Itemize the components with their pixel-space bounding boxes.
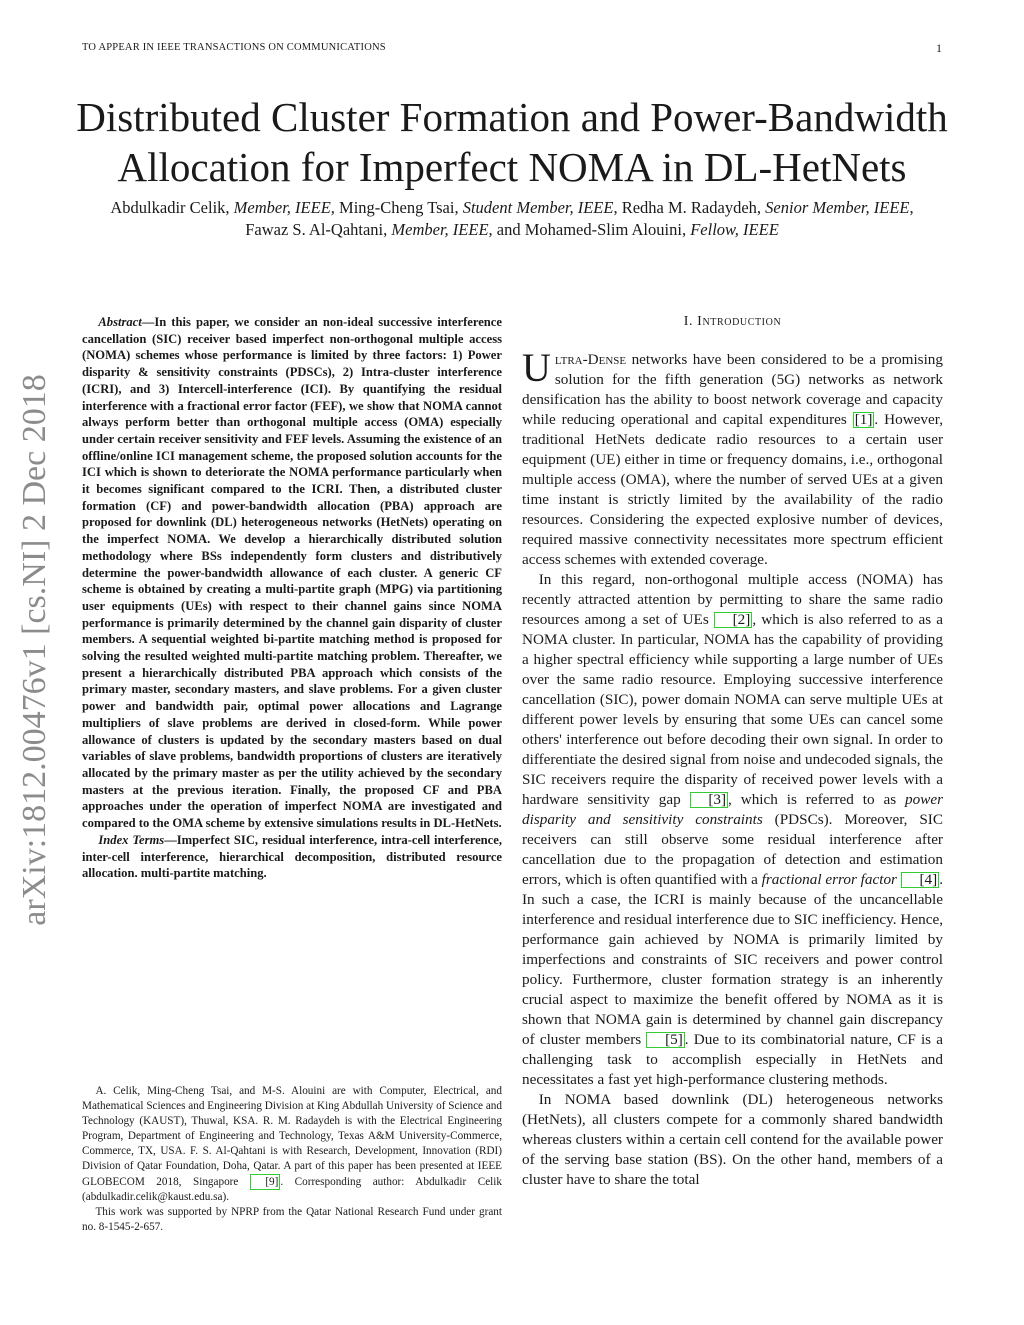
title-line-1: Distributed Cluster Formation and Power-Bandwidth xyxy=(76,94,948,140)
index-terms-text: —Imperfect SIC, residual interference, intra-cell interference, inter-cell interference, hierarchical decomposition, distributed resource allocation. multi-partite matching. xyxy=(82,832,503,881)
author-list xyxy=(100,197,924,241)
intro-paragraph-3: In NOMA based downlink (DL) heterogeneous networks (HetNets), all clusters compete for a commonly shared bandwidth whereas clusters within a certain cell contend for the available power of the serving base station (BS). On the other hand, members of a cluster have to share the total xyxy=(522,1091,943,1188)
footnote-text: A. Celik, Ming-Cheng Tsai, and M-S. Alouini are with Computer, Electrical, and Mathematical Sciences and Engineering Division at King Abdullah University of Science and Technology (KAUST), Thuwal, KSA. R. M. Radaydeh is with the Electrical Engineering Program, Department of Engineering and Technology, Texas A&M University-Commerce, Commerce, TX, USA. F. S. Al-Qahtani is with Research, Development, Innovation (RDI) Division of Qatar Foundation, Doha, Qatar. A part of this paper has been presented at IEEE GLOBECOM 2018, Singapore xyxy=(82,1085,502,1188)
author-name: Fawaz S. Al-Qahtani, xyxy=(245,220,392,239)
right-column xyxy=(522,314,943,1190)
intro-paragraph-1 xyxy=(522,345,943,570)
paragraph-text: . In such a case, the ICRI is mainly because of the uncancellable interference and residual interference due to SIC inefficiency. Hence, performance gain achieved by NOMA is primarily limited by imperfections and constraints of SIC receivers and power control policy. Furthermore, cluster formation strategy is an inherently crucial aspect to maximize the benefit offered by NOMA as it is shown that NOMA gain is determined by channel gain discrepancy of cluster members xyxy=(522,871,944,1048)
paragraph-text: , which is also referred to as a NOMA cluster. In particular, NOMA has the capability of providing a higher spectral efficiency while supporting a large number of UEs over the same radio resource. Employing successive interference cancellation (SIC), power domain NOMA can serve multiple UEs at different power levels by ensuring that some UEs can cancel some others' interference out before decoding their own signal. In order to differentiate the desired signal from noise and undecoded signals, the SIC receivers require the disparity of received power levels with a hardware sensitivity gap xyxy=(522,611,943,808)
author-role: Member, IEEE, xyxy=(391,220,493,239)
author-name: and Mohamed-Slim Alouini, xyxy=(492,220,691,239)
arxiv-stamp-text: arXiv:1812.00476v1 [cs.NI] 2 Dec 2018 xyxy=(16,374,53,926)
index-terms xyxy=(82,832,502,882)
emphasis-text: power disparity and sensitivity constraints xyxy=(522,791,943,828)
author-role: Student Member, IEEE, xyxy=(462,198,618,217)
abstract-text: —In this paper, we consider an non-ideal successive interference cancellation (SIC) receiver based imperfect non-orthogonal multiple access (NOMA) schemes whose performance is limited by three factors: 1) Power disparity & sensitivity constraints (PDSCs), 2) Intra-cluster interference (ICRI), and 3) Intercell-interference (ICI). By quantifying the residual interference with a fractional error factor (FEF), we show that NOMA cannot always perform better than orthogonal multiple access (OMA) especially under certain receiver sensitivity and FEF levels. Assuming the existence of an offline/online ICI management scheme, the proposed solution accounts for the ICI which is shown to deteriorate the NOMA performance particularly when it becomes significant compared to the ICRI. Then, a distributed cluster formation (CF) and power-bandwidth allocation (PBA) approach are proposed for downlink (DL) heterogeneous networks (HetNets) operating on the imperfect NOMA. We develop a hierarchically distributed solution methodology where BSs independently form clusters and distributively determine the power-bandwidth allowance of each cluster. A generic CF scheme is obtained by creating a multi-partite graph (MPG) via partitioning user equipments (UEs) with respect to their channel gains since NOMA performance is primarily determined by the channel gain disparity of cluster members. A sequential weighted bi-partite matching method is proposed for solving the resulted weighted multi-partite matching problem. Thereafter, we present a hierarchically distributed PBA approach which consists of the primary master, secondary masters, and slave problems. For a given cluster power and bandwidth pair, optimal power allocations and Lagrange multipliers of slave problems are derived in closed-form. While power allowance of clusters is updated by the secondary masters based on dual variables of slave problems, bandwidth proportions of clusters are iteratively allocated by the primary master as per the utility achieved by the secondary masters at the previous iteration. Finally, the proposed CF and PBA approaches under the operation of imperfect NOMA are investigated and compared to the OMA scheme by extensive simulations results in DL-HetNets. xyxy=(82,315,502,831)
paragraph-text: In this regard, non-orthogonal multiple access (NOMA) has recently attracted attention by permitting to share the same radio resources among a set of UEs xyxy=(522,571,943,628)
footnote-funding: This work was supported by NPRP from the Qatar National Research Fund under grant no. 8-1545-2-657. xyxy=(82,1206,502,1233)
paragraph-text: . Due to its combinatorial nature, CF is a challenging task to accomplish especially in HetNets and necessitates a fast yet high-performance clustering methods. xyxy=(522,1031,943,1088)
paragraph-text: . However, traditional HetNets dedicate radio resources to a certain user equipment (UE) either in time or frequency domains, i.e., orthogonal multiple access (OMA), where the number of served UEs at a given time instant is strictly limited by the availability of the radio resources. Considering the expected explosive number of devices, required massive connectivity necessitates more spectrum efficient access schemes with extended coverage. xyxy=(522,411,943,568)
index-terms-label: Index Terms xyxy=(98,832,165,847)
paragraph-text: networks have been considered to be a promising solution for the fifth generation (5G) networks as network densification has the ability to boost network coverage and capacity while reducing operational and capital expenditures xyxy=(522,351,943,428)
footnote-text: . Corresponding author: Abdulkadir Celik (abdulkadir.celik@kaust.edu.sa). xyxy=(82,1176,502,1203)
abstract-label: Abstract xyxy=(98,315,142,329)
citation-link[interactable]: [9] xyxy=(250,1174,280,1190)
introduction-body xyxy=(522,345,944,1190)
section-heading: I. Introduction xyxy=(683,314,782,329)
paragraph-text: (PDSCs). Moreover, SIC receivers can still observe some residual interference after cancellation due to the propagation of detection and estimation errors, which is often quantified with a xyxy=(522,811,943,888)
page-number: 1 xyxy=(936,41,942,55)
left-column xyxy=(82,314,502,882)
author-footnote xyxy=(82,1084,502,1235)
citation-link[interactable]: [2] xyxy=(714,612,752,628)
author-name: Abdulkadir Celik, xyxy=(110,198,234,217)
citation-link[interactable]: [4] xyxy=(901,872,939,888)
citation-link[interactable]: [5] xyxy=(646,1032,684,1048)
author-name: Redha M. Radaydeh, xyxy=(617,198,766,217)
citation-link[interactable]: [1] xyxy=(854,411,873,428)
emphasis-text: fractional error factor xyxy=(761,871,897,888)
intro-paragraph-2 xyxy=(522,570,943,1090)
paper-title xyxy=(60,92,964,192)
author-role: Member, IEEE, xyxy=(233,198,335,217)
author-name: Ming-Cheng Tsai, xyxy=(334,198,463,217)
author-role: Senior Member, IEEE, xyxy=(765,198,914,217)
author-role: Fellow, IEEE xyxy=(690,220,779,239)
lead-smallcaps: ltra-Dense xyxy=(554,351,627,368)
footnote-affiliations xyxy=(82,1084,502,1205)
title-line-2: Allocation for Imperfect NOMA in DL-HetNets xyxy=(117,144,907,190)
running-head: TO APPEAR IN IEEE TRANSACTIONS ON COMMUNICATIONS xyxy=(82,42,386,53)
drop-cap: U xyxy=(522,345,551,390)
arxiv-stamp xyxy=(15,370,55,930)
citation-link[interactable]: [3] xyxy=(690,792,728,808)
paragraph-text: , which is referred to as xyxy=(728,791,906,808)
abstract xyxy=(82,314,502,882)
